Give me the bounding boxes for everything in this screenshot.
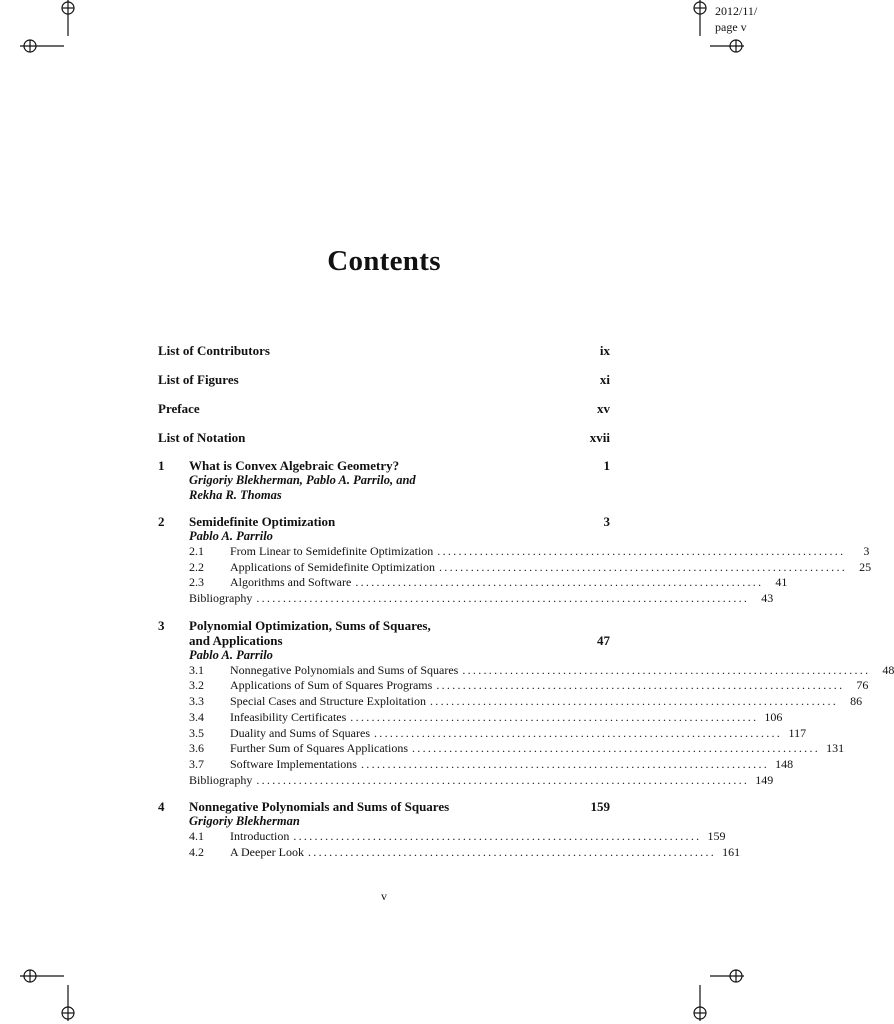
toc-section[interactable] (158, 678, 869, 694)
section-page: 86 (850, 694, 863, 709)
dot-leader: ............................................................................. (355, 575, 764, 590)
section-page: 25 (859, 559, 872, 574)
section-number: 3.6 (189, 741, 204, 756)
toc-entry-notation[interactable] (158, 429, 610, 447)
bibliography-page: 43 (761, 591, 774, 606)
chapter-heading[interactable] (158, 514, 610, 529)
section-page: 117 (788, 725, 807, 740)
bibliography-label: Bibliography (189, 772, 253, 787)
section-title: Introduction (230, 829, 290, 844)
dot-leader: ............................................................................. (411, 741, 821, 756)
dot-leader: ............................................................................. (436, 678, 845, 693)
chapter-page: 159 (590, 799, 610, 815)
toc-entry-contributors[interactable] (158, 342, 610, 360)
page-stamp (715, 3, 757, 35)
chapter-authors: Pablo A. Parrilo (189, 647, 273, 662)
section-number: 3.2 (189, 678, 204, 693)
chapter-title: What is Convex Algebraic Geometry? (189, 458, 400, 473)
toc-entry-page: xv (597, 401, 610, 416)
section-page: 106 (764, 709, 783, 724)
toc-section[interactable] (158, 694, 863, 710)
toc-entry-label: List of Figures (158, 372, 239, 387)
section-number: 4.2 (189, 844, 204, 859)
section-title: Applications of Sum of Squares Programs (230, 678, 433, 693)
toc-entry-label: Preface (158, 401, 200, 416)
table-of-contents (158, 342, 894, 872)
toc-section[interactable] (158, 756, 794, 773)
chapter-title: and Applications (189, 632, 283, 648)
chapter-authors: Grigoriy Blekherman (189, 814, 300, 829)
section-number: 3.1 (189, 662, 204, 677)
chapter-authors: Pablo A. Parrilo (189, 529, 273, 543)
section-number: 3.4 (189, 709, 204, 724)
toc-section[interactable] (158, 559, 872, 576)
chapter-title: Polynomial Optimization, Sums of Squares, (189, 617, 431, 633)
chapter-authors: Rekha R. Thomas (189, 488, 282, 502)
chapter-page: 47 (597, 632, 610, 648)
section-number: 2.2 (189, 559, 204, 574)
section-page: 3 (863, 544, 870, 558)
toc-bibliography[interactable] (158, 772, 774, 789)
chapter-heading[interactable] (158, 458, 610, 473)
toc-chapter-2 (158, 514, 872, 607)
section-page: 148 (775, 756, 794, 771)
stamp-date: 2012/11/ (715, 4, 758, 18)
section-number: 3.5 (189, 725, 204, 740)
toc-section[interactable] (158, 544, 870, 560)
dot-leader: ............................................................................. (438, 559, 848, 574)
section-number: 4.1 (189, 829, 204, 844)
section-title: Infeasibility Certificates (230, 709, 347, 724)
chapter-heading[interactable] (158, 618, 610, 633)
toc-entry-preface[interactable] (158, 400, 610, 418)
chapter-page: 3 (603, 514, 610, 529)
dot-leader: ............................................................................. (293, 829, 702, 844)
section-number: 2.3 (189, 575, 204, 590)
toc-section[interactable] (158, 741, 845, 757)
toc-entry-page: xvii (589, 430, 610, 445)
toc-section[interactable] (158, 709, 783, 726)
registration-mark-bottom-left (50, 985, 86, 1021)
toc-entry-page: ix (599, 343, 610, 358)
dot-leader: ............................................................................. (374, 725, 783, 740)
section-title: Algorithms and Software (230, 575, 352, 590)
chapter-number: 3 (158, 617, 165, 633)
section-page: 48 (882, 662, 894, 677)
dot-leader: ............................................................................................. (256, 591, 750, 606)
section-page: 159 (707, 829, 726, 844)
page-title: Contents (327, 245, 441, 277)
registration-mark-top-left-h (20, 28, 56, 64)
chapter-title: Semidefinite Optimization (189, 514, 336, 529)
chapter-number: 4 (158, 799, 165, 815)
page-number: v (381, 889, 387, 903)
toc-entry-label: List of Contributors (158, 343, 270, 358)
toc-entry-figures[interactable] (158, 371, 610, 389)
toc-entry-page: xi (599, 372, 610, 387)
section-title: A Deeper Look (230, 844, 304, 859)
toc-section[interactable] (158, 844, 741, 861)
chapter-heading-continued[interactable] (158, 633, 610, 648)
dot-leader: ............................................................................. (350, 709, 759, 724)
chapter-number: 1 (158, 458, 165, 473)
dot-leader: ............................................................................. (437, 544, 846, 558)
section-number: 3.7 (189, 756, 204, 771)
dot-leader: ............................................................................. (462, 662, 871, 677)
section-title: Applications of Semidefinite Optimization (230, 559, 435, 574)
dot-leader: ............................................................................. (360, 756, 770, 771)
bibliography-label: Bibliography (189, 591, 253, 606)
toc-bibliography[interactable] (158, 591, 774, 607)
section-number: 3.3 (189, 694, 204, 709)
toc-entry-label: List of Notation (158, 430, 246, 445)
chapter-authors: Grigoriy Blekherman, Pablo A. Parrilo, and (189, 473, 416, 487)
toc-chapter-4 (158, 799, 741, 860)
section-title: Special Cases and Structure Exploitation (230, 694, 426, 709)
toc-chapter-3 (158, 617, 894, 789)
section-title: Nonnegative Polynomials and Sums of Squares (230, 662, 459, 677)
chapter-page: 1 (603, 458, 610, 473)
chapter-number: 2 (158, 514, 165, 529)
section-page: 41 (775, 575, 788, 590)
section-page: 76 (856, 678, 869, 693)
section-title: Software Implementations (230, 756, 357, 771)
stamp-page: page v (715, 20, 747, 34)
toc-section[interactable] (158, 662, 894, 679)
toc-section[interactable] (158, 725, 807, 742)
section-title: Duality and Sums of Squares (230, 725, 370, 740)
toc-section[interactable] (158, 575, 788, 591)
section-number: 2.1 (189, 544, 204, 558)
dot-leader: ............................................................................................. (256, 772, 750, 787)
dot-leader: ............................................................................. (429, 694, 839, 709)
dot-leader: ............................................................................. (307, 844, 717, 859)
section-title: From Linear to Semidefinite Optimization (230, 544, 434, 558)
section-title: Further Sum of Squares Applications (230, 741, 408, 756)
chapter-heading[interactable] (158, 799, 610, 814)
bibliography-page: 149 (755, 772, 774, 787)
chapter-title: Nonnegative Polynomials and Sums of Squares (189, 799, 450, 815)
toc-chapter-1 (158, 458, 610, 503)
section-page: 161 (722, 844, 741, 859)
registration-mark-bottom-right (682, 985, 718, 1021)
section-page: 131 (826, 741, 845, 756)
toc-section[interactable] (158, 829, 726, 845)
